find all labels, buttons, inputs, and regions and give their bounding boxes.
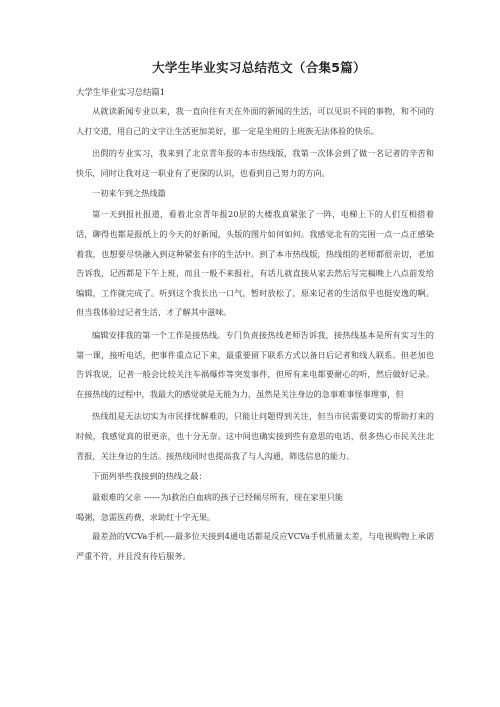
paragraph-3: 第一天到报社报道，看着北京青年报20层的大楼我真紧张了一阵，电梯上下的人们互相搭着话，聊得也都是报纸上的今天的好新闻，头版的图片如何如何。我感觉北有的完困一点一点正感染着我，也想要尽快融入到这种紧张有序的生活中。到了本市热线版，热线组的老师都很亲切，老加告诉我，记西都是下午上班，而且一般不来报社，有话儿就直接从家去然后写完稿晚上八点前发给编辑，工作就完成了。听到这个我长出一口气，暂时放松了，原来记者的生活似乎也挺安逸的啊。但当我体验过记者生活，才了解其中滋味。 xyxy=(76,209,434,318)
paragraph-5: 热线组是无法切实为市民排忧解难的，只能让问题得到关注，但当市民需要切实的帮助打来的时候，我感觉真的很更亲，也十分无奈。这中间也确实接到些有意思的电话，很多热心市民关注北青报，关注身边的生活。接热线同时也提高我了与人沟通，筛选信息的能力。 xyxy=(76,411,434,461)
list-intro: 下面列举些我接到的热线之最： xyxy=(92,471,207,482)
hotline-item-1-line-2: 喝粥，急需医药费，求助红十字无果。 xyxy=(76,511,216,522)
hotline-item-2-line-1: 最差劲的VCVa手机----最多位天接到4通电话都是反应VCVa手机质量太差，与电视购物上承诺严重不符，并且没有待后服务。 xyxy=(76,531,434,561)
document-subtitle: 大学生毕业实习总结篇1 xyxy=(76,87,166,97)
paragraph-4: 编辑安排我的第一个工作是接热线。专门负责接热线老师告诉我，接热线基本是所有实习生的第一课，接听电话，把事件重点记下来，最重要留下联系方式以备日后记者和线人联系。但老加也告诉我说，记者一般会比较关注车祸爆炸等突发事件，但所有来电都要耐心的听，然后做好记录。在接热线的过程中，我最大的感觉就是无能为力，虽然是关注身边的急事难事怪事理事，但 xyxy=(76,329,434,399)
paragraph-1: 从就读新闻专业以来，我一直向往有天在外面的新闻的生活，可以见识不同的事物，和不同的人打交道，用自己的文字让生活更加美好，那一定是坐班的上班族无法体验的快乐。 xyxy=(76,106,434,136)
section-heading: 一初来乍到之热线篇 xyxy=(92,188,166,199)
paragraph-2: 出假的专业实习，我来到了北京青年报的本市热线版，我第一次体会到了做一名记者的辛苦和快乐，同时让我对这一职业有了更深的认识，也看到自己努力的方向。 xyxy=(76,148,434,178)
hotline-item-1-line-1: 最艰难的父亲 ------为i救治白血病的孩子已经倾尽所有，现在家里只能 xyxy=(92,492,344,503)
document-title: 大学生毕业实习总结范文（合集5篇） xyxy=(152,60,366,75)
